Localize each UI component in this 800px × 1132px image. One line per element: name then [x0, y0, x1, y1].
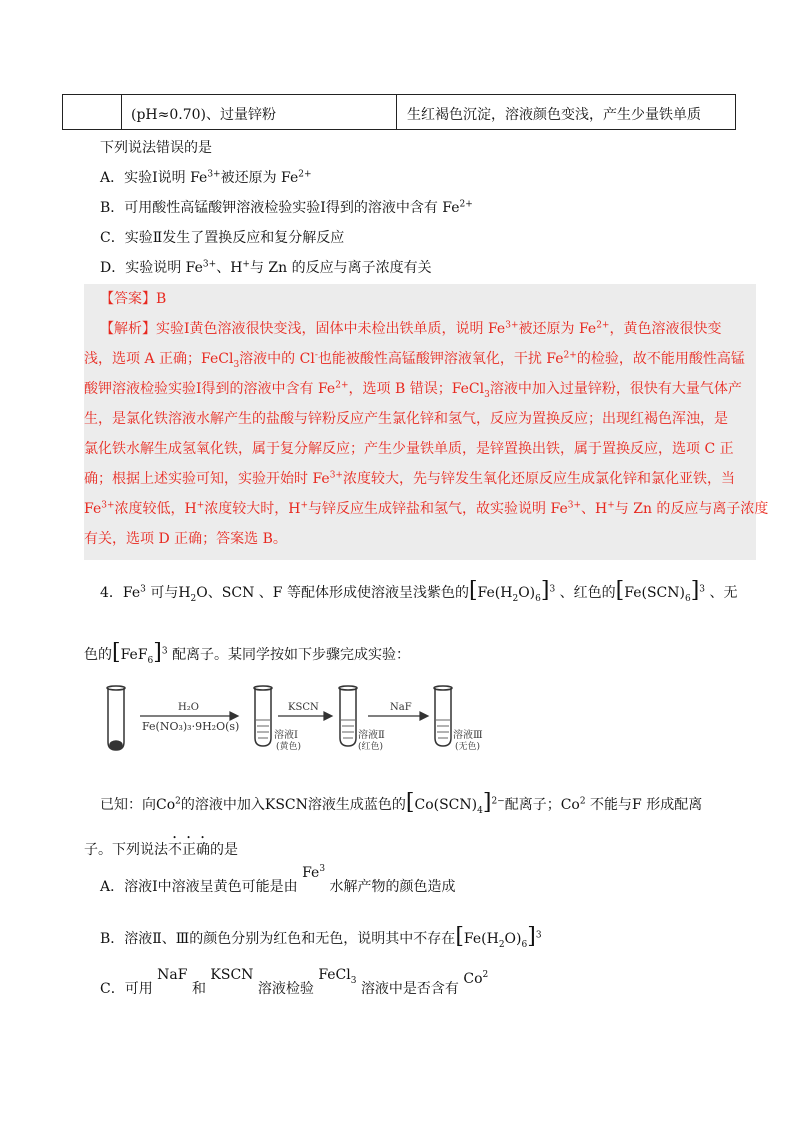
phenomenon-text: 生红褐色沉淀，溶液颜色变浅，产生少量铁单质 — [407, 107, 701, 123]
label-h2o: H₂O — [178, 702, 199, 713]
q3-stem: 下列说法错误的是 — [100, 140, 212, 156]
table-cell-reagent — [121, 95, 397, 129]
label-solution-1: 溶液Ⅰ — [274, 730, 298, 741]
table-cell-empty — [63, 95, 122, 129]
answer-label: 【答案】B — [100, 291, 167, 307]
test-tube-solution-2 — [339, 686, 357, 746]
analysis-line-5: 氯化铁水解生成氢氧化铁，属于复分解反应；产生少量铁单质，是锌置换出铁，属于置换反应，选项 C 正 — [84, 441, 734, 457]
q3-option-a: A．实验Ⅰ说明 $Fe^{3+}$被还原为 $Fe^{2+}$ — [100, 169, 312, 186]
reagent-text: (pH≈0.70)、过量锌粉 — [131, 107, 276, 123]
table-cell-phenomenon — [397, 95, 735, 129]
analysis-line-3: 酸钾溶液检验实验Ⅰ得到的溶液中含有 $Fe^{2+}$，选项 B 错误；FeCl$_3$溶液中加入过量锌粉，很快有大量气体产 — [84, 380, 742, 400]
analysis-line-7: $Fe^{3+}$浓度较低，H+浓度较大时，H+与锌反应生成锌盐和氢气，故实验说明 $Fe^{3+}$、H+与 Zn 的反应与离子浓度 — [84, 500, 769, 517]
label-solid: Fe(NO₃)₃·9H₂O(s) — [142, 720, 240, 733]
label-solution-1-color: (黄色) — [276, 742, 302, 752]
arrow-naf — [368, 712, 428, 720]
arrow-h2o — [140, 712, 238, 720]
label-solution-3: 溶液Ⅲ — [453, 730, 483, 741]
q3-option-d: D．实验说明 $Fe^{3+}$、H+与 Zn 的反应与离子浓度有关 — [100, 259, 432, 276]
q3-option-b: B．可用酸性高锰酸钾溶液检验实验Ⅰ得到的溶液中含有 $Fe^{2+}$ — [100, 199, 473, 216]
experiment-diagram — [100, 682, 500, 756]
q4-option-b: B．溶液Ⅱ、Ⅲ的颜色分别为红色和无色，说明其中不存在$[Fe(H_2O)_6]^3$ — [100, 924, 542, 950]
label-solution-3-color: (无色) — [455, 742, 481, 752]
test-tube-solution-3 — [434, 686, 452, 746]
q3-option-c: C．实验Ⅱ发生了置换反应和复分解反应 — [100, 230, 345, 246]
analysis-line-4: 生，是氯化铁溶液水解产生的盐酸与锌粉反应产生氯化锌和氢气，反应为置换反应；出现红褐色浑浊，是 — [84, 411, 728, 427]
q4-line-1: 4．Fe$^3$ 可与$H_2O$、SCN 、F 等配体形成使溶液呈浅紫色的$[Fe(H_2O)_6]^3$ 、红色的$[Fe(SCN)_6]^3$ 、无 — [100, 578, 738, 604]
test-tube-solid — [107, 686, 125, 750]
analysis-line-2: 浅，选项 A 正确；FeCl$_3$溶液中的 Cl-也能被酸性高锰酸钾溶液氧化，干扰 $Fe^{2+}$的检验，故不能用酸性高锰 — [84, 350, 745, 370]
label-kscn: KSCN — [288, 702, 319, 713]
known-line-1: 已知：向Co$^2$的溶液中加入KSCN溶液生成蓝色的$[Co(SCN)_4]^{2-}$配离子；Co$^2$ 不能与F 形成配离 — [100, 790, 703, 816]
label-solution-2: 溶液Ⅱ — [358, 730, 385, 741]
known-line-2: 子。下列说法不正确的是 — [84, 842, 238, 858]
analysis-line-6: 确；根据上述实验可知，实验开始时 $Fe^{3+}$浓度较大，先与锌发生氧化还原反应生成氯化锌和氯化亚铁，当 — [84, 470, 735, 487]
q4-option-c: C．可用 NaF 和 KSCN 溶液检验 FeCl3 溶液中是否含有 Co$^2$ — [100, 967, 489, 997]
q4-option-a: A．溶液Ⅰ中溶液呈黄色可能是由 Fe$^3$ 水解产物的颜色造成 — [100, 864, 456, 895]
label-naf: NaF — [390, 702, 412, 713]
analysis-line-8: 有关，选项 D 正确；答案选 B。 — [84, 531, 287, 547]
label-solution-2-color: (红色) — [358, 742, 384, 752]
experiment-table-row — [62, 94, 736, 130]
analysis-line-1: 【解析】实验Ⅰ黄色溶液很快变浅，固体中未检出铁单质，说明 $Fe^{3+}$被还原为 $Fe^{2+}$，黄色溶液很快变 — [100, 320, 722, 337]
test-tube-solution-1 — [254, 686, 272, 746]
q4-line-2: 色的$[FeF_6]^3$ 配离子。某同学按如下步骤完成实验： — [84, 640, 411, 666]
arrow-kscn — [278, 712, 332, 720]
